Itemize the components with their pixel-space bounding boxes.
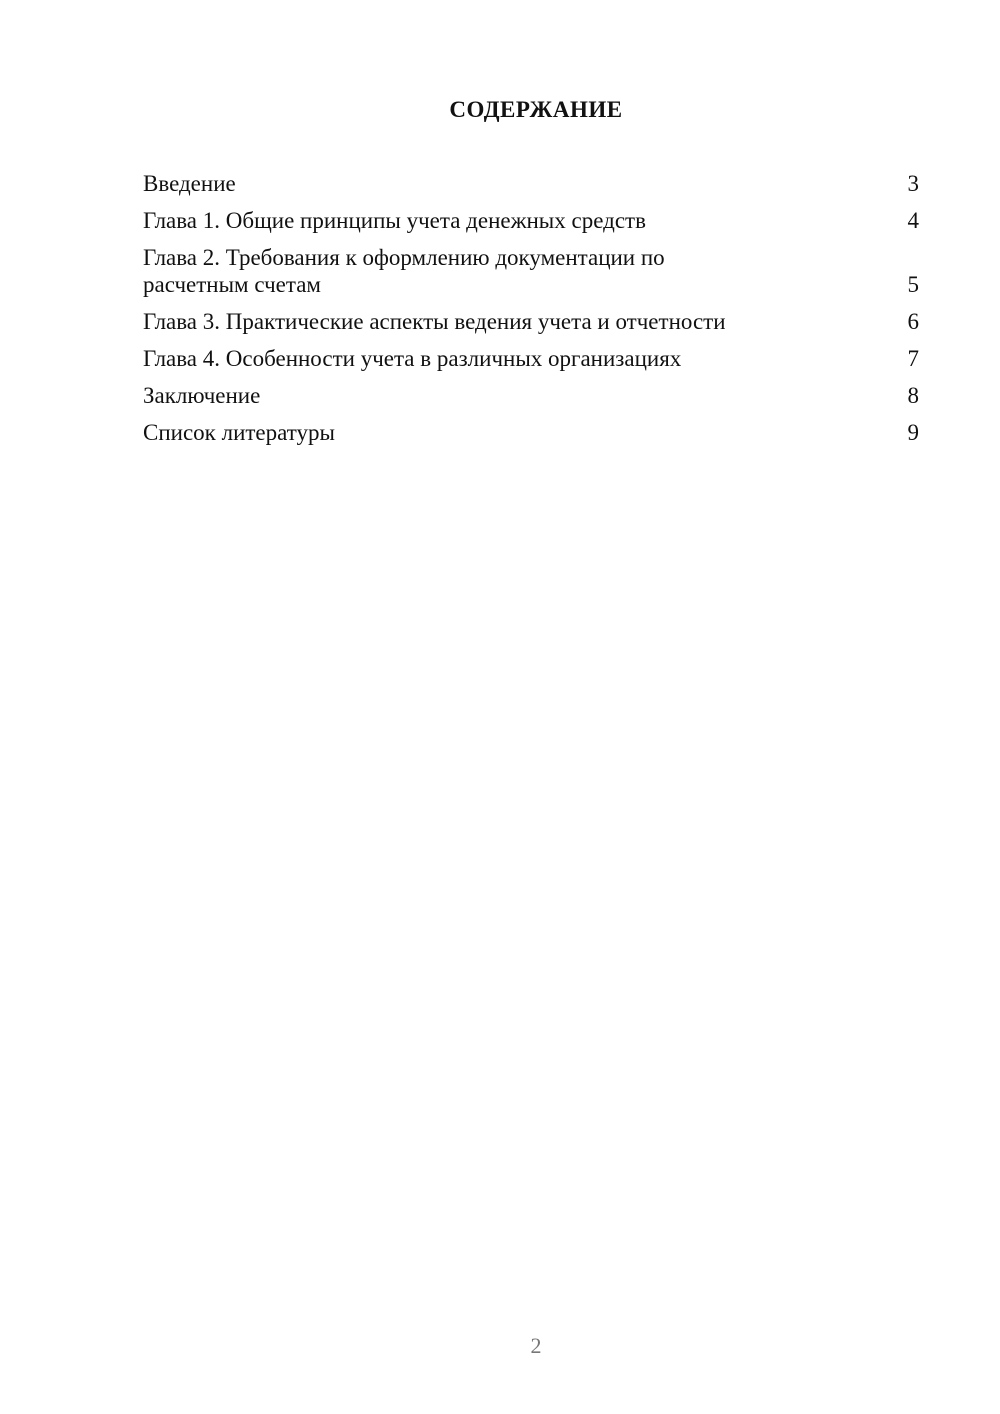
toc-title: СОДЕРЖАНИЕ [449, 97, 623, 122]
toc-entry-introduction[interactable] [143, 170, 919, 197]
toc-entry-chapter-3[interactable] [143, 308, 919, 335]
toc-entry-label: Глава 2. Требования к оформлению документации по расчетным счетам [143, 245, 665, 297]
toc-entry-page: 7 [907, 346, 919, 371]
toc-entry-chapter-4[interactable] [143, 345, 919, 372]
toc-entry-page: 8 [907, 383, 919, 408]
toc-entry-bibliography[interactable] [143, 419, 919, 446]
toc-entry-label: Введение [143, 171, 236, 196]
toc-entry-label: Глава 1. Общие принципы учета денежных средств [143, 208, 646, 233]
page-number: 2 [530, 1333, 542, 1358]
toc-entry-conclusion[interactable] [143, 382, 919, 409]
toc-entry-label: Заключение [143, 383, 261, 408]
toc-entry-page: 9 [907, 420, 919, 445]
toc-entry-chapter-1[interactable] [143, 207, 919, 234]
toc-entry-page: 5 [907, 272, 919, 297]
toc-entry-label: Глава 4. Особенности учета в различных организациях [143, 346, 682, 371]
toc-entry-label: Список литературы [143, 420, 335, 445]
toc-entry-label: Глава 3. Практические аспекты ведения учета и отчетности [143, 309, 726, 334]
toc-entry-page: 6 [907, 309, 919, 334]
table-of-contents [143, 170, 919, 456]
toc-entry-chapter-2[interactable] [143, 244, 919, 298]
toc-entry-page: 3 [907, 171, 919, 196]
toc-entry-page: 4 [907, 208, 919, 233]
